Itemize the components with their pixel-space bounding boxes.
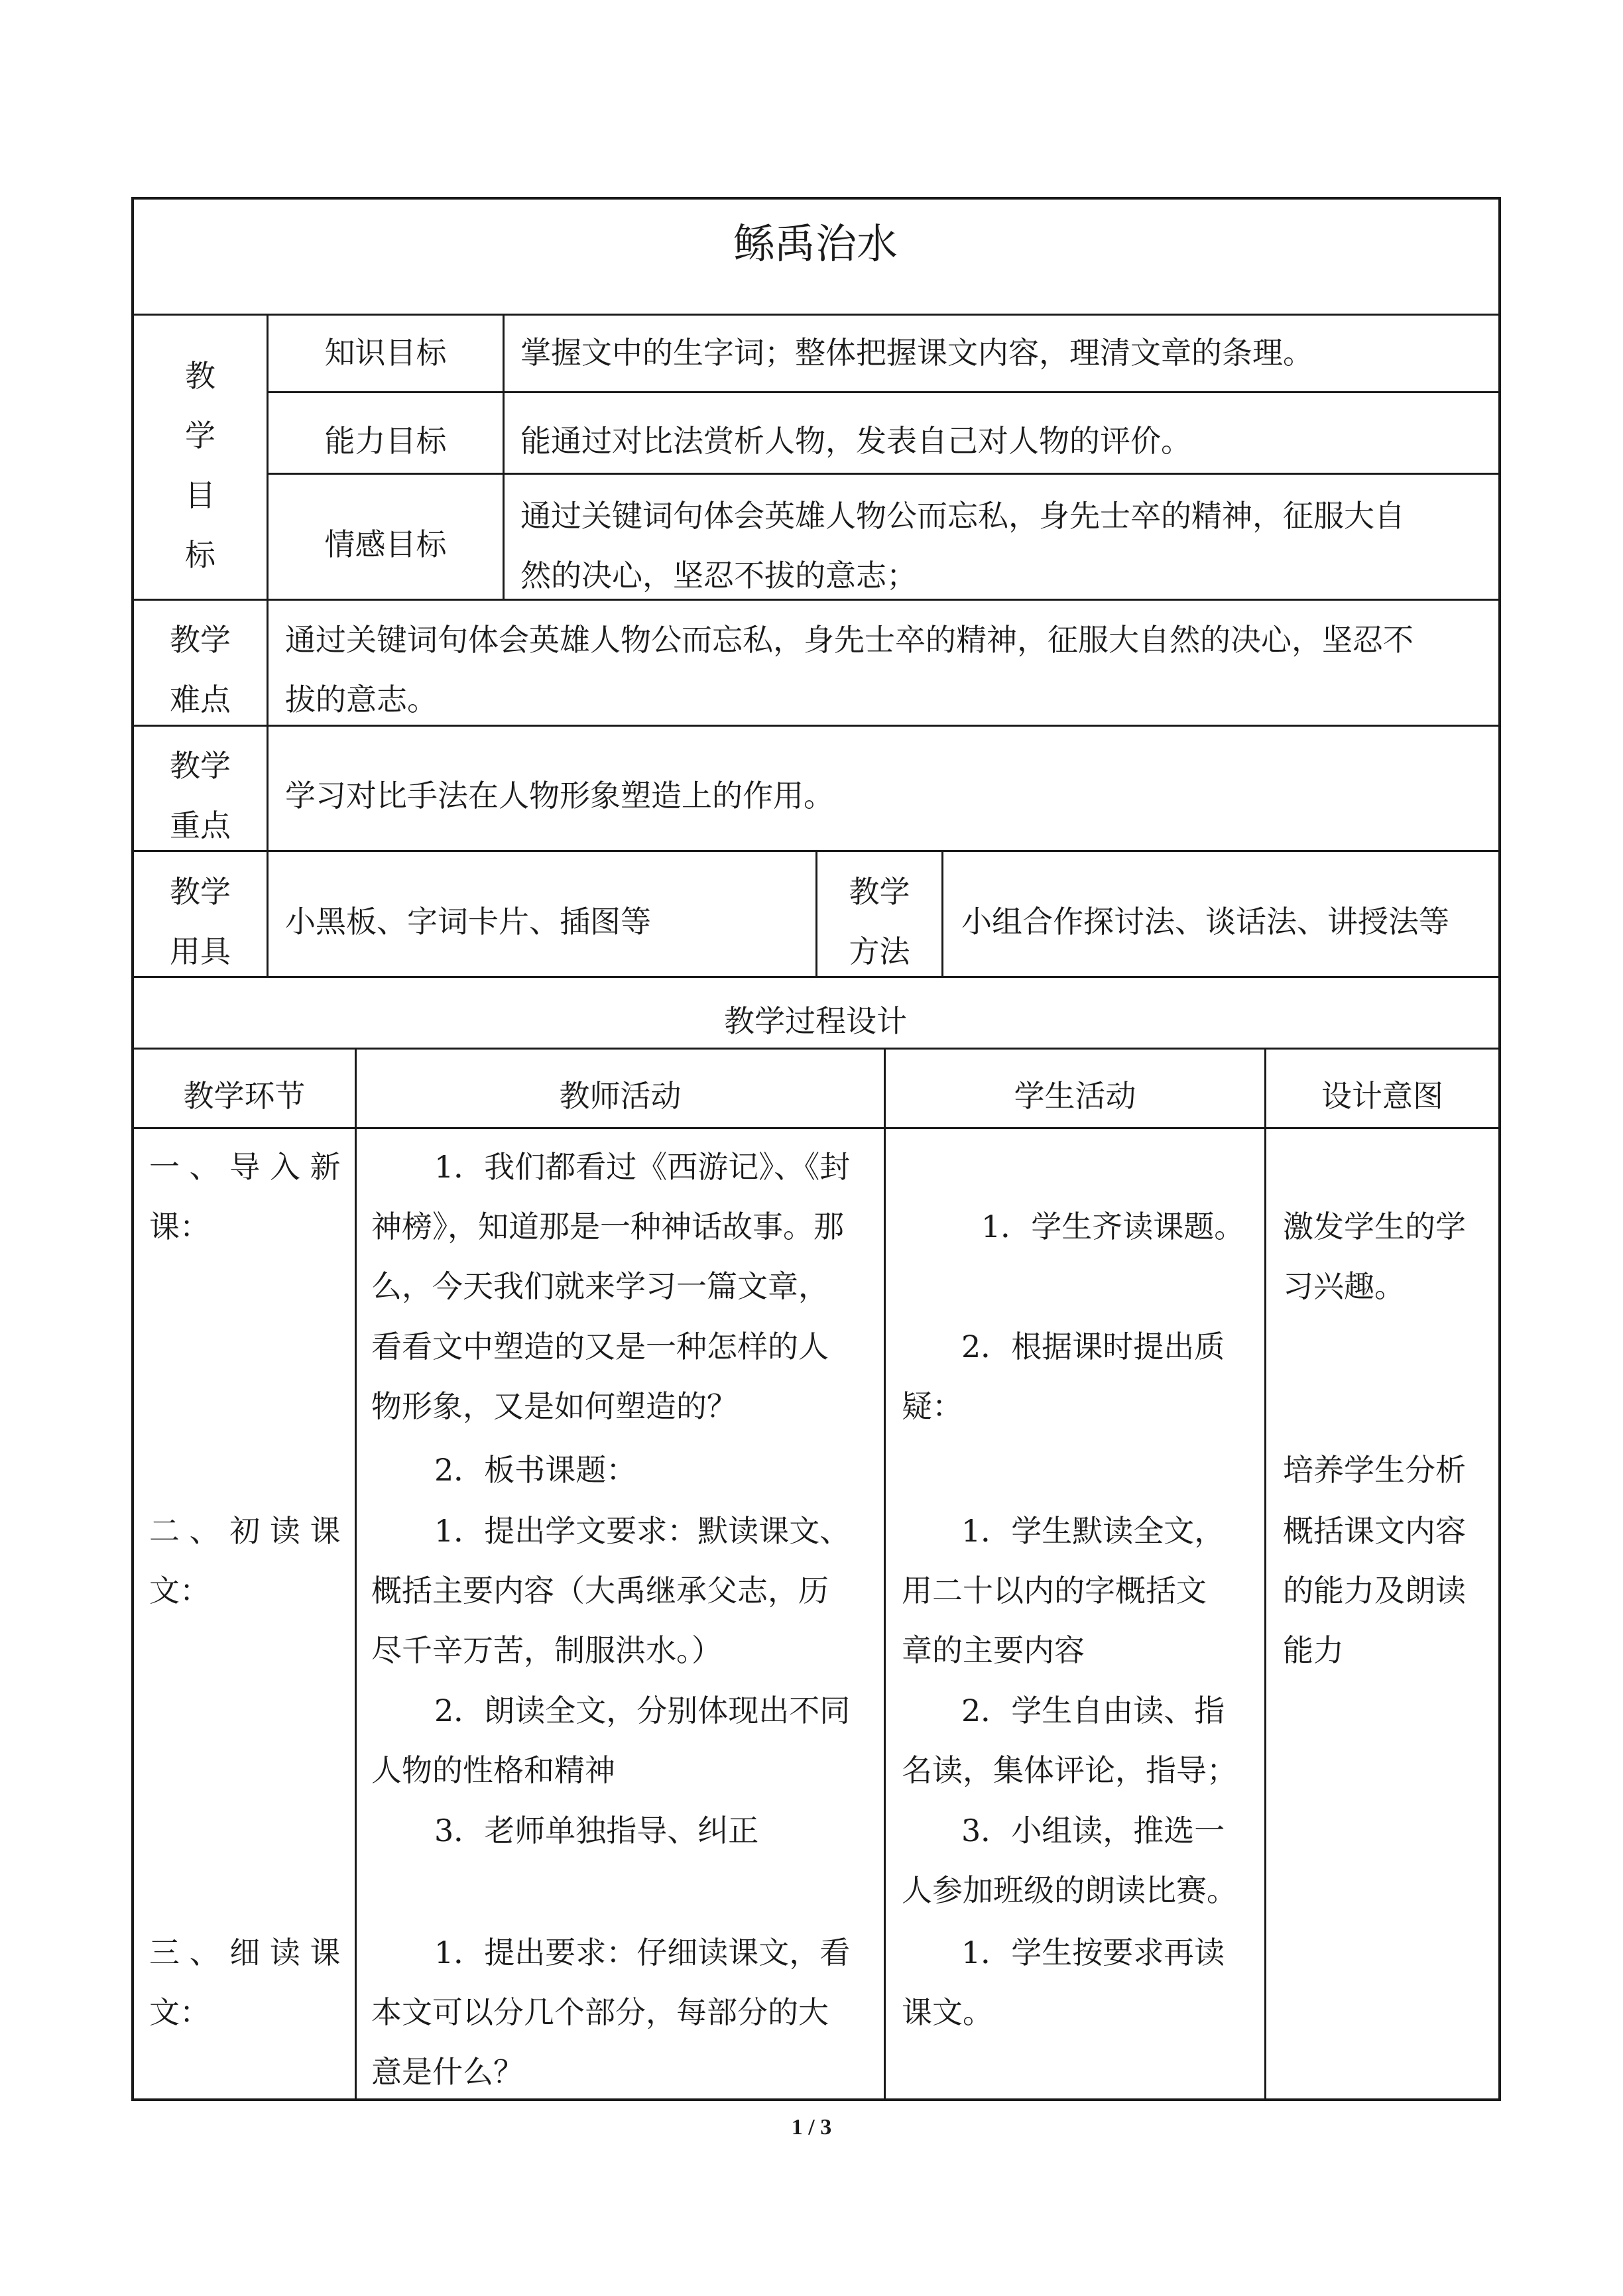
difficulty-text: 通过关键词句体会英雄人物公而忘私，身先士卒的精神，征服大自然的决心，坚忍不	[285, 622, 1413, 658]
method-label: 方法	[849, 934, 910, 969]
teacher-text: 2．朗读全文，分别体现出不同	[434, 1693, 851, 1728]
teacher-text: 概括主要内容（大禹继承父志，历	[371, 1573, 829, 1608]
teacher-text: 物形象，又是如何塑造的？	[371, 1388, 737, 1424]
teacher-text: 神榜》，知道那是一种神话故事。那	[371, 1209, 844, 1244]
teacher-text: 1．我们都看过《西游记》、《封	[434, 1149, 851, 1185]
difficulty-label: 难点	[170, 682, 231, 717]
teacher-text: 意是什么？	[371, 2054, 524, 2090]
objective-text: 通过关键词句体会英雄人物公而忘私，身先士卒的精神，征服大自	[520, 498, 1405, 534]
teacher-text: 2．板书课题：	[434, 1452, 637, 1488]
column-header: 设计意图	[1321, 1078, 1443, 1114]
stage-text: 一 、 导 入 新	[149, 1149, 341, 1185]
tools-label: 用具	[170, 934, 231, 969]
student-text: 1．学生按要求再读	[961, 1935, 1225, 1970]
student-text: 1．学生默读全文，	[961, 1513, 1225, 1549]
stage-text: 文：	[149, 1573, 210, 1608]
objective-label: 知识目标	[324, 335, 447, 371]
objectives-header-char: 标	[185, 537, 215, 573]
focus-text: 学习对比手法在人物形象塑造上的作用。	[285, 778, 834, 814]
objective-text: 掌握文中的生字词；整体把握课文内容，理清文章的条理。	[520, 335, 1313, 371]
teacher-text: 1．提出学文要求：默读课文、	[434, 1513, 851, 1549]
teacher-text: 本文可以分几个部分，每部分的大	[371, 1994, 829, 2030]
objective-text: 能通过对比法赏析人物，发表自己对人物的评价。	[520, 423, 1191, 459]
focus-label: 教学	[170, 748, 231, 784]
student-text: 疑：	[902, 1388, 963, 1424]
difficulty-label: 教学	[170, 622, 231, 658]
difficulty-text: 拔的意志。	[285, 682, 438, 717]
focus-label: 重点	[170, 808, 231, 843]
page-title: 鲧禹治水	[733, 219, 898, 268]
student-text: 课文。	[902, 1994, 993, 2030]
page-number: 1 / 3	[791, 2115, 832, 2140]
student-text: 名读，集体评论，指导；	[902, 1752, 1237, 1788]
student-text: 2．根据课时提出质	[961, 1329, 1225, 1364]
student-text: 人参加班级的朗读比赛。	[902, 1872, 1237, 1908]
intent-text: 概括课文内容	[1283, 1513, 1466, 1549]
stage-text: 课：	[149, 1209, 210, 1244]
stage-text: 二 、 初 读 课	[149, 1513, 341, 1549]
column-header: 教学环节	[183, 1078, 306, 1114]
objective-label: 能力目标	[324, 423, 447, 459]
intent-text: 的能力及朗读	[1283, 1573, 1466, 1608]
stage-text: 文：	[149, 1994, 210, 2030]
process-title: 教学过程设计	[724, 1003, 907, 1039]
intent-text: 培养学生分析	[1283, 1452, 1466, 1488]
student-text: 用二十以内的字概括文	[902, 1573, 1207, 1608]
student-text: 2．学生自由读、指	[961, 1693, 1225, 1728]
intent-text: 习兴趣。	[1283, 1268, 1405, 1304]
intent-text: 能力	[1283, 1632, 1344, 1668]
teacher-text: 么，今天我们就来学习一篇文章，	[371, 1268, 829, 1304]
column-header: 学生活动	[1014, 1078, 1136, 1114]
method-text: 小组合作探讨法、谈话法、讲授法等	[961, 904, 1449, 939]
objectives-header-char: 教	[185, 358, 215, 394]
column-header: 教师活动	[559, 1078, 682, 1114]
teacher-text: 1．提出要求：仔细读课文，看	[434, 1935, 851, 1970]
objectives-header-char: 目	[185, 477, 215, 513]
objective-text: 然的决心，坚忍不拔的意志；	[520, 558, 917, 593]
tools-label: 教学	[170, 874, 231, 910]
stage-text: 三 、 细 读 课	[149, 1935, 341, 1970]
teacher-text: 3．老师单独指导、纠正	[434, 1813, 759, 1848]
teacher-text: 尽千辛万苦，制服洪水。）	[371, 1632, 722, 1668]
objective-label: 情感目标	[324, 526, 447, 562]
student-text: 章的主要内容	[902, 1632, 1085, 1668]
student-text: 3．小组读，推选一	[961, 1813, 1225, 1848]
method-label: 教学	[849, 874, 910, 910]
teacher-text: 人物的性格和精神	[371, 1752, 615, 1788]
tools-text: 小黑板、字词卡片、插图等	[285, 904, 651, 939]
intent-text: 激发学生的学	[1283, 1209, 1466, 1244]
student-text: 1．学生齐读课题。	[981, 1209, 1245, 1244]
objectives-header-char: 学	[185, 418, 215, 453]
teacher-text: 看看文中塑造的又是一种怎样的人	[371, 1329, 829, 1364]
